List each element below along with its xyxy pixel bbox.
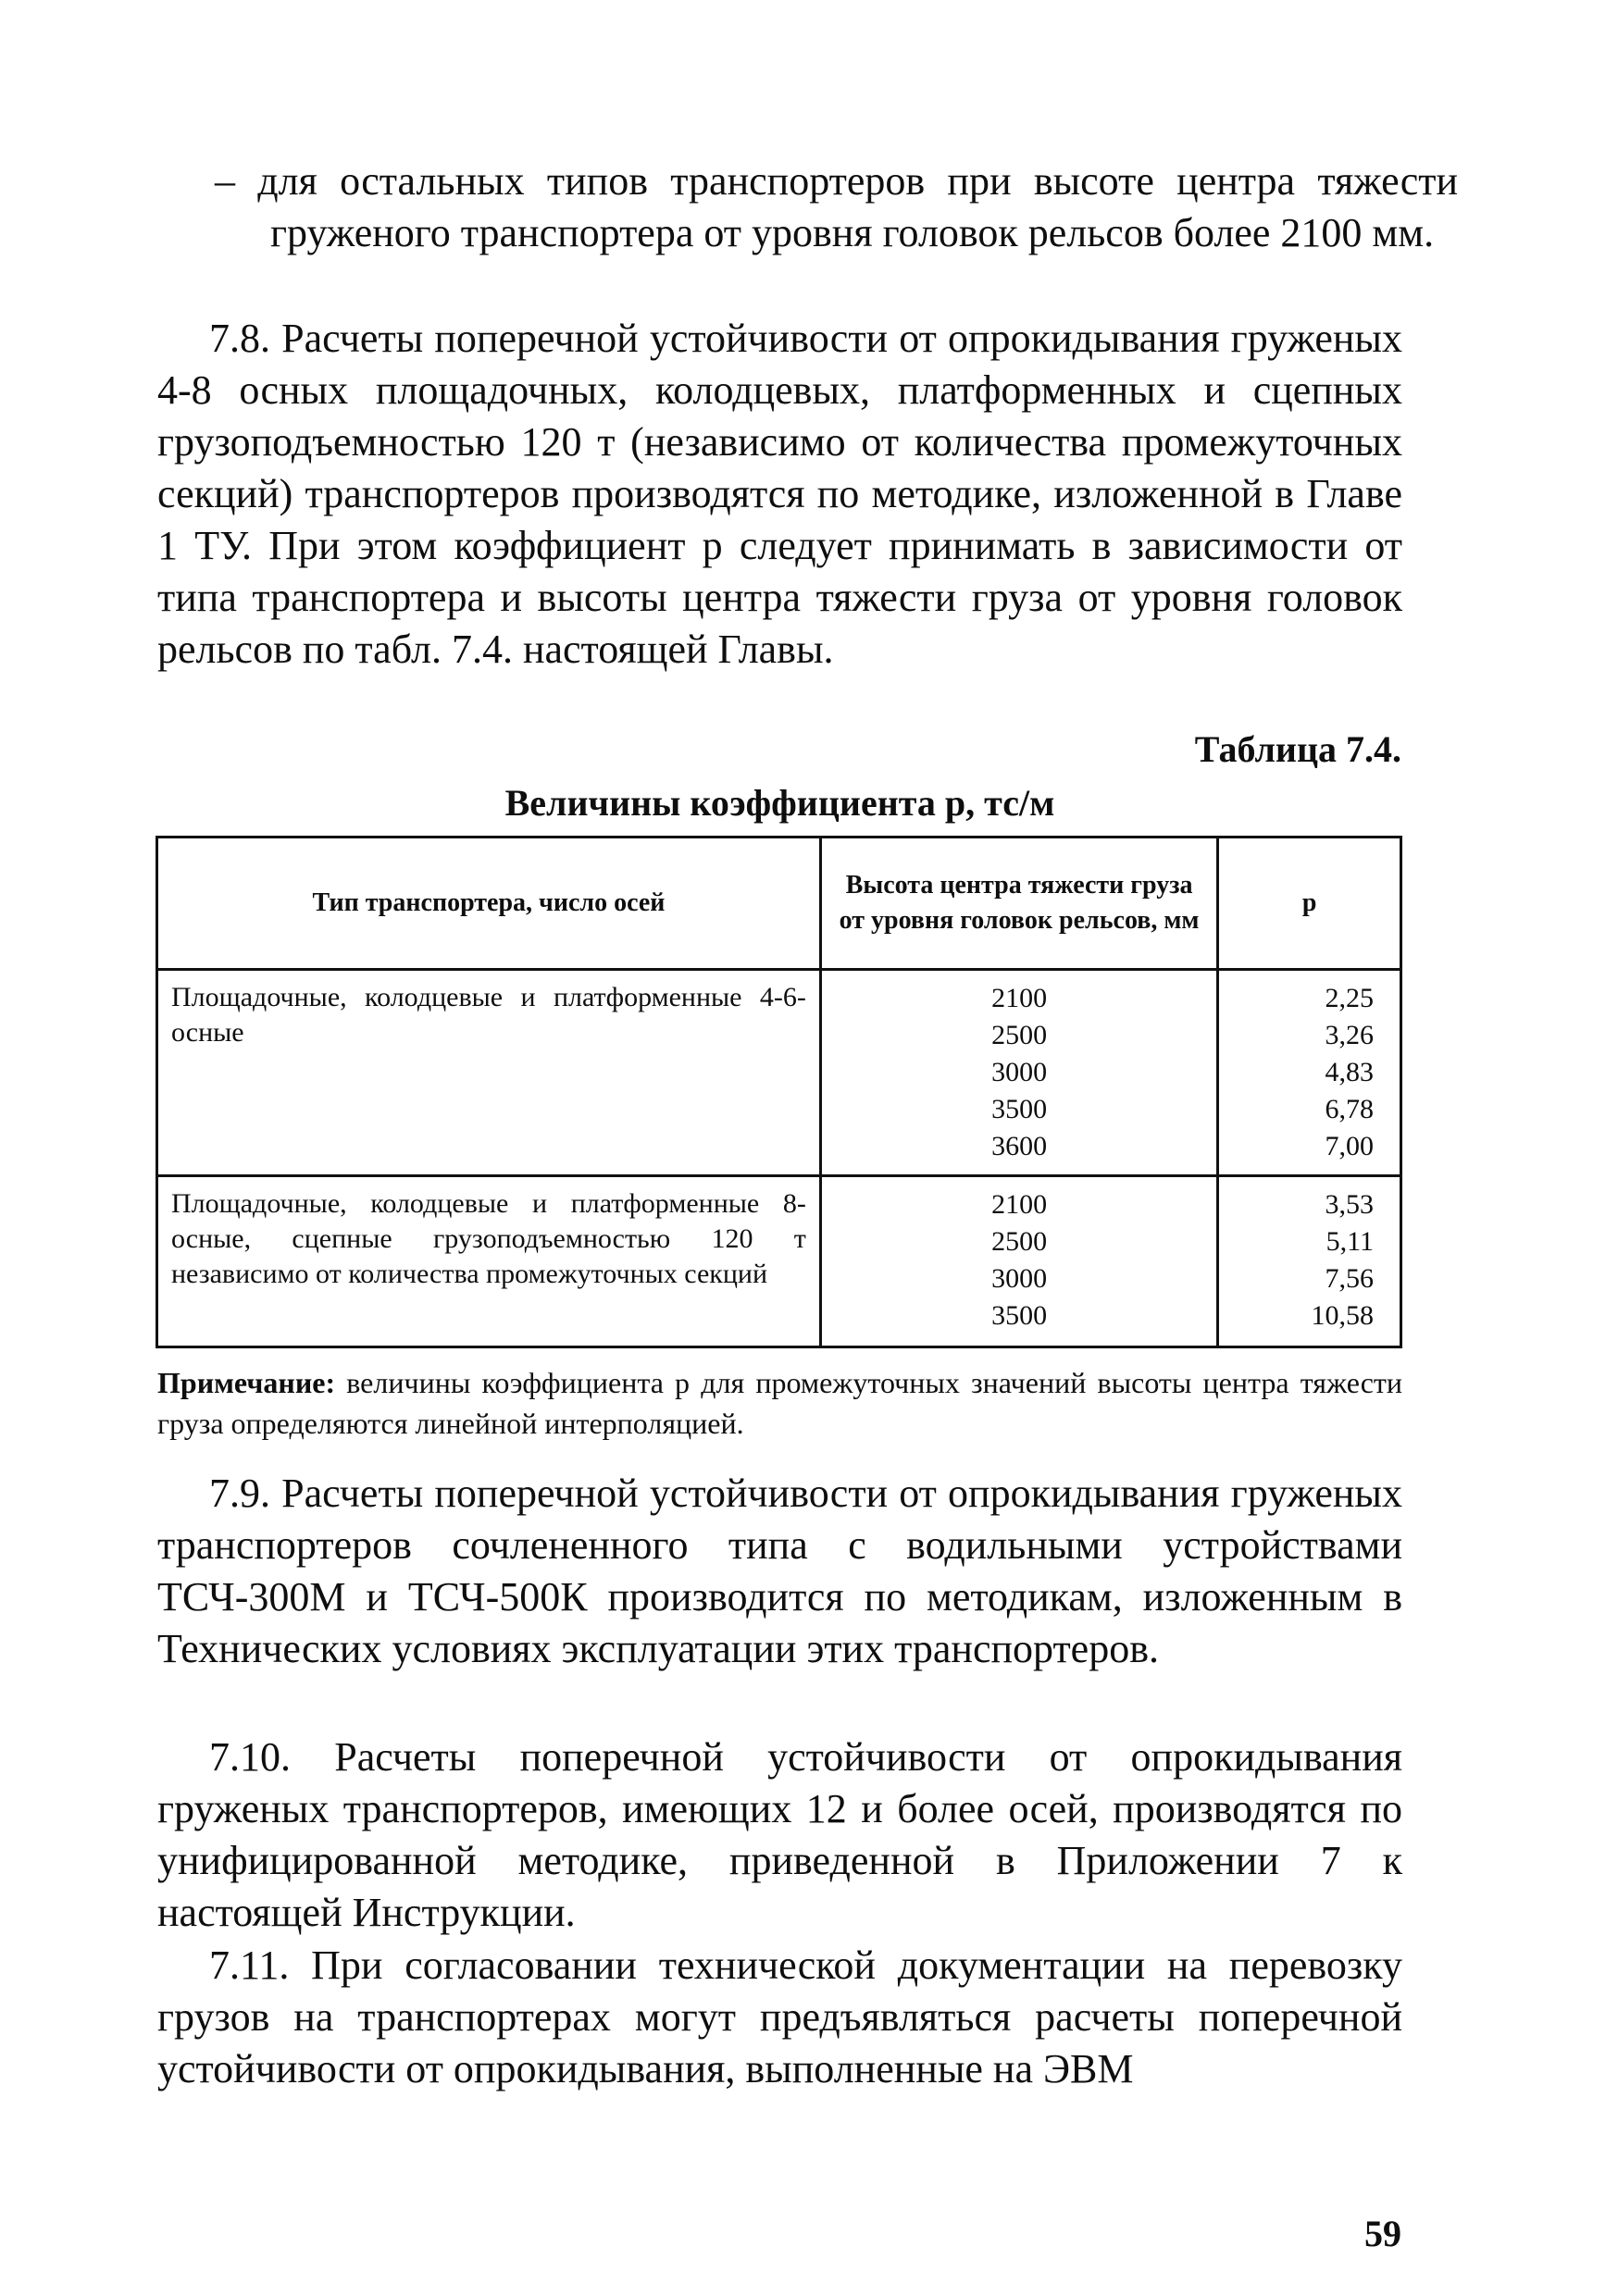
height-value: 3000 <box>991 1057 1048 1087</box>
cell-heights <box>820 1176 1217 1347</box>
height-value: 3000 <box>991 1263 1048 1294</box>
paragraph-7-11: 7.11. При согласовании технической документации на перевозку грузов на транспортерах могут предъявляться расчеты поперечной устойчивости от опрокидывания, выполненные на ЭВМ <box>157 1942 1402 2091</box>
height-value: 3600 <box>991 1131 1048 1161</box>
table-note <box>157 1362 1402 1444</box>
page-number: 59 <box>1364 2213 1401 2254</box>
cell-p-values <box>1218 1176 1401 1347</box>
table-title: Величины коэффициента р, тс/м <box>504 782 1055 824</box>
coefficient-table <box>156 836 1402 1348</box>
p-value: 3,53 <box>1325 1189 1374 1220</box>
p-value: 5,11 <box>1326 1226 1374 1257</box>
table-header-row <box>157 838 1401 970</box>
paragraph-7-8: 7.8. Расчеты поперечной устойчивости от опрокидывания груженых 4-8 осных площадочных, колодцевых, платформенных и сцепных грузоподъемностью 120 т (независимо от количества промежуточных секций) транспортеров производятся по методике, изложенной в Главе 1 ТУ. При этом коэффициент р следует принимать в зависимости от типа транспортера и высоты центра тяжести груза от уровня головок рельсов по табл. 7.4. настоящей Главы. <box>157 316 1402 672</box>
cell-transporter-type: Площадочные, колодцевые и платформенные 8-осные, сцепные грузоподъемностью 120 т независимо от количества промежуточных секций <box>157 1176 821 1347</box>
p-value: 3,26 <box>1325 1020 1374 1050</box>
cell-transporter-type: Площадочные, колодцевые и платформенные 4-6-осные <box>157 970 821 1176</box>
p-value: 7,00 <box>1325 1131 1374 1161</box>
height-value: 2500 <box>991 1020 1048 1050</box>
paragraph-7-9: 7.9. Расчеты поперечной устойчивости от опрокидывания груженых транспортеров сочлененного типа с водильными устройствами ТСЧ-300М и ТСЧ-500К производится по методикам, изложенным в Технических условиях эксплуатации этих транспортеров. <box>157 1471 1402 1671</box>
header-transporter-type: Тип транспортера, число осей <box>157 838 821 970</box>
table-number: Таблица 7.4. <box>1194 728 1401 770</box>
height-value: 2100 <box>991 1189 1048 1220</box>
height-value: 3500 <box>991 1300 1048 1331</box>
p-value: 2,25 <box>1325 983 1374 1013</box>
note-text: величины коэффициента р для промежуточных значений высоты центра тяжести груза определяются линейной интерполяцией. <box>157 1366 1402 1440</box>
header-p: р <box>1218 838 1401 970</box>
cell-heights <box>820 970 1217 1176</box>
p-value: 6,78 <box>1325 1094 1374 1124</box>
note-label: Примечание: <box>157 1366 336 1399</box>
paragraph-dash-item: – для остальных типов транспортеров при высоте центра тяжести груженого транспортера от уровня головок рельсов более 2100 мм. <box>215 158 1458 255</box>
table-row <box>157 1176 1401 1347</box>
header-center-height: Высота центра тяжести груза от уровня головок рельсов, мм <box>820 838 1217 970</box>
height-value: 2100 <box>991 983 1048 1013</box>
height-value: 3500 <box>991 1094 1048 1124</box>
cell-p-values <box>1218 970 1401 1176</box>
p-value: 4,83 <box>1325 1057 1374 1087</box>
p-value: 10,58 <box>1311 1300 1374 1331</box>
p-value: 7,56 <box>1325 1263 1374 1294</box>
paragraph-7-10: 7.10. Расчеты поперечной устойчивости от опрокидывания груженых транспортеров, имеющих 12 и более осей, производятся по унифицированной методике, приведенной в Приложении 7 к настоящей Инструкции. <box>157 1734 1402 1935</box>
table-row <box>157 970 1401 1176</box>
height-value: 2500 <box>991 1226 1048 1257</box>
